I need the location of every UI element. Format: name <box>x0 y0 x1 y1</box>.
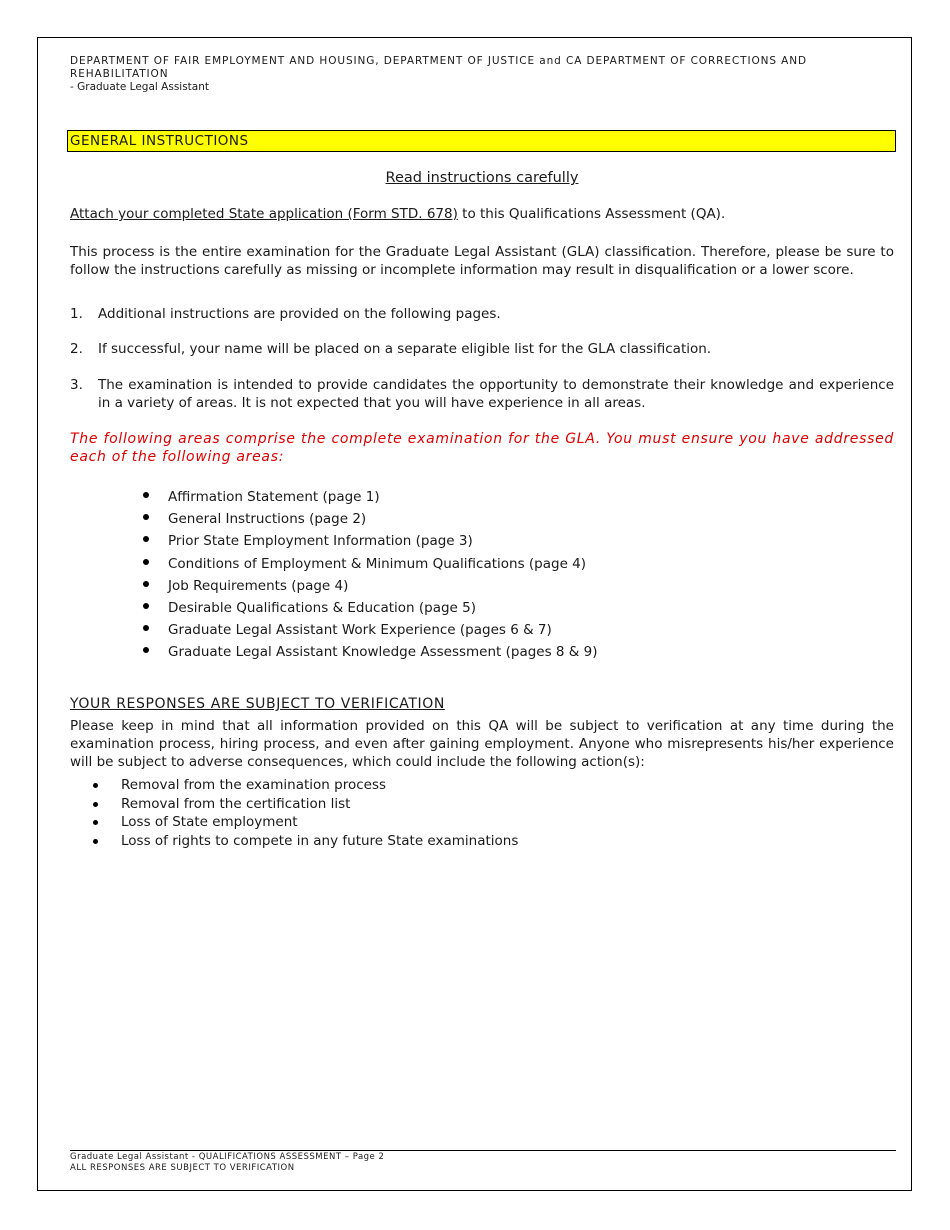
item-text: Additional instructions are provided on the following pages. <box>98 306 501 322</box>
bullet-icon <box>143 559 149 565</box>
list-item: Conditions of Employment & Minimum Qualifications (page 4) <box>140 553 597 575</box>
read-carefully-note <box>70 168 894 188</box>
attach-instruction <box>70 205 894 223</box>
departments-line: DEPARTMENT OF FAIR EMPLOYMENT AND HOUSING, DEPARTMENT OF JUSTICE and CA DEPARTMENT OF CORRECTIONS AND REHABILITATION <box>70 55 807 80</box>
read-carefully-text: Read instructions carefully <box>385 170 579 186</box>
numbered-item <box>70 305 894 323</box>
bullet-icon <box>143 514 149 520</box>
header-subtitle: - Graduate Legal Assistant <box>70 81 209 93</box>
item-text: If successful, your name will be placed on a separate eligible list for the GLA classification. <box>98 341 712 357</box>
attach-application-text: Attach your completed State application (Form STD. 678) <box>70 206 458 222</box>
bullet-icon <box>93 839 98 844</box>
footer-line-2: ALL RESPONSES ARE SUBJECT TO VERIFICATION <box>70 1163 295 1173</box>
list-item: Job Requirements (page 4) <box>140 575 597 597</box>
numbered-item <box>70 340 894 358</box>
list-item: Prior State Employment Information (page 3) <box>140 530 597 552</box>
list-item: Desirable Qualifications & Education (page 5) <box>140 597 597 619</box>
bullet-icon <box>93 802 98 807</box>
footer-line-1: Graduate Legal Assistant - QUALIFICATIONS ASSESSMENT – Page 2 <box>70 1152 385 1162</box>
list-item: Loss of State employment <box>92 813 518 832</box>
bullet-icon <box>143 625 149 631</box>
bullet-icon <box>143 492 149 498</box>
item-number: 3. <box>70 377 83 393</box>
attach-rest-text: to this Qualifications Assessment (QA). <box>457 206 726 222</box>
areas-warning: The following areas comprise the complete examination for the GLA. You must ensure you have addressed each of the following areas: <box>70 431 894 465</box>
consequences-list <box>92 776 518 851</box>
bullet-icon <box>143 603 149 609</box>
footer-divider <box>70 1150 896 1151</box>
bullet-icon <box>93 783 98 788</box>
verification-paragraph: Please keep in mind that all information provided on this QA will be subject to verification at any time during the examination process, hiring process, and even after gaining employment. Anyone who misrepresents his/her experience will be subject to adverse consequences, which could include the following action(s): <box>70 718 894 770</box>
list-item: Removal from the certification list <box>92 795 518 814</box>
list-item: Removal from the examination process <box>92 776 518 795</box>
bullet-icon <box>143 581 149 587</box>
examination-areas-list <box>140 486 597 664</box>
item-text: The examination is intended to provide candidates the opportunity to demonstrate their knowledge and experience in a variety of areas. It is not expected that you will have experience in all areas. <box>98 377 894 411</box>
page-header <box>70 55 900 94</box>
process-paragraph: This process is the entire examination for the Graduate Legal Assistant (GLA) classification. Therefore, please be sure to follow the instructions carefully as missing or incomplete information may result in disqualification or a lower score. <box>70 244 894 278</box>
verification-heading: YOUR RESPONSES ARE SUBJECT TO VERIFICATION <box>70 696 445 712</box>
list-item: Affirmation Statement (page 1) <box>140 486 597 508</box>
item-number: 2. <box>70 341 83 357</box>
bullet-icon <box>143 647 149 653</box>
numbered-item <box>70 376 894 412</box>
list-item: Graduate Legal Assistant Knowledge Assessment (pages 8 & 9) <box>140 641 597 663</box>
page-footer <box>70 1152 384 1174</box>
list-item: General Instructions (page 2) <box>140 508 597 530</box>
section-title-banner: GENERAL INSTRUCTIONS <box>67 130 896 152</box>
item-number: 1. <box>70 306 83 322</box>
bullet-icon <box>143 536 149 542</box>
list-item: Loss of rights to compete in any future State examinations <box>92 832 518 851</box>
bullet-icon <box>93 820 98 825</box>
list-item: Graduate Legal Assistant Work Experience (pages 6 & 7) <box>140 619 597 641</box>
